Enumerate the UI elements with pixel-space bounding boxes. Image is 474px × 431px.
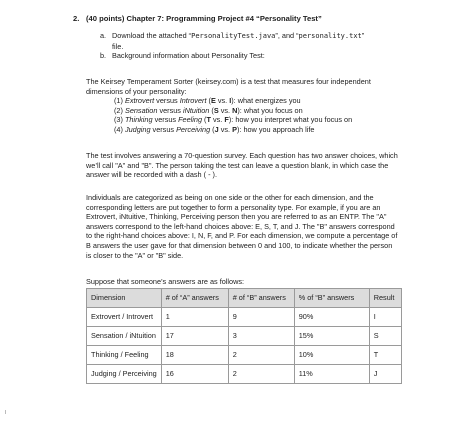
dimension-item: (3) Thinking versus Feeling (T vs. F): how you interpret what you focus on — [114, 115, 353, 125]
table-cell: I — [369, 308, 401, 327]
column-header: % of “B” answers — [294, 289, 369, 308]
table-row — [87, 346, 402, 365]
intro-paragraph: The Keirsey Temperament Sorter (keirsey.com) is a test that measures four independent dimensions of your personality: (1) Extrovert versus Introvert (E vs. I): what energizes you (2) Sensation versus iNtuition (S vs. N): what you focus on (3) Thinking versus Feeling (T vs. F): how you interpret what you focus on (4) Judging versus Perceiving (J vs. P): how you approach life — [86, 77, 446, 135]
table-cell: 90% — [294, 308, 369, 327]
table-cell: Thinking / Feeling — [87, 346, 162, 365]
table-cell: Judging / Perceiving — [87, 365, 162, 384]
dimension-item: (4) Judging versus Perceiving (J vs. P): how you approach life — [114, 124, 315, 134]
column-header: # of “A” answers — [161, 289, 228, 308]
list-item-label: a. — [100, 31, 107, 40]
table-cell: T — [369, 346, 401, 365]
table-intro: Suppose that someone’s answers are as follows: — [86, 277, 245, 286]
table-cell: J — [369, 365, 401, 384]
categorization-paragraph: Individuals are categorized as being on one side or the other for each dimension, and the corresponding letters are put together to form a personality type. For example, if you are an Extrovert, iNtuitive, Thinking, Perceiving person then you are referred to as an ENTP. The "A" answers correspond to the left-hand choices above: E, S, T, and J. The "B" answers correspond to the right-hand choices above: I, N, F, and P. For each dimension, we compute a percentage of B answers the user gave for that dimension between 0 and 100, to indicate whether the person is closer to the "A" or "B" side. — [86, 193, 398, 260]
table-cell: S — [369, 327, 401, 346]
column-header: Result — [369, 289, 401, 308]
answers-table — [86, 288, 402, 384]
table-cell: 18 — [161, 346, 228, 365]
table-cell: 2 — [228, 365, 294, 384]
dimension-list — [86, 96, 446, 134]
dimension-item: (2) Sensation versus iNtuition (S vs. N): what you focus on — [114, 105, 303, 115]
table-row — [87, 308, 402, 327]
table-cell: 11% — [294, 365, 369, 384]
list-item-text: Download the attached “PersonalityTest.java”, and “personality.txt” — [112, 31, 365, 40]
table-row — [87, 365, 402, 384]
table-header-row — [87, 289, 402, 308]
question-number: 2. — [73, 14, 80, 23]
question-title: (40 points) Chapter 7: Programming Project #4 “Personality Test” — [86, 14, 322, 23]
table-cell: 9 — [228, 308, 294, 327]
table-row — [87, 327, 402, 346]
page-margin-mark — [5, 410, 6, 414]
column-header: Dimension — [87, 289, 162, 308]
java-file-name: PersonalityTest.java — [191, 32, 276, 40]
dimension-item: (1) Extrovert versus Introvert (E vs. I): what energizes you — [114, 96, 301, 106]
survey-paragraph: The test involves answering a 70-question survey. Each question has two answer choices, which we’ll call "A" and "B". The person taking the test can leave a question blank, in which case the answer will be recorded with a dash ( - ). — [86, 151, 398, 180]
table-cell: 16 — [161, 365, 228, 384]
list-item-text: Background information about Personality Test: — [112, 51, 265, 61]
question-heading — [73, 14, 322, 24]
list-item — [100, 31, 430, 42]
column-header: # of “B” answers — [228, 289, 294, 308]
list-item-label: b. — [100, 51, 107, 61]
table-cell: Extrovert / Introvert — [87, 308, 162, 327]
txt-file-name: personality.txt — [298, 32, 362, 40]
table-cell: 1 — [161, 308, 228, 327]
table-cell: 15% — [294, 327, 369, 346]
table-cell: 10% — [294, 346, 369, 365]
list-item — [100, 51, 430, 61]
table-cell: Sensation / iNtuition — [87, 327, 162, 346]
table-cell: 17 — [161, 327, 228, 346]
instruction-list — [100, 31, 430, 61]
table-cell: 2 — [228, 346, 294, 365]
table-cell: 3 — [228, 327, 294, 346]
list-item-continuation: file. — [112, 41, 124, 51]
